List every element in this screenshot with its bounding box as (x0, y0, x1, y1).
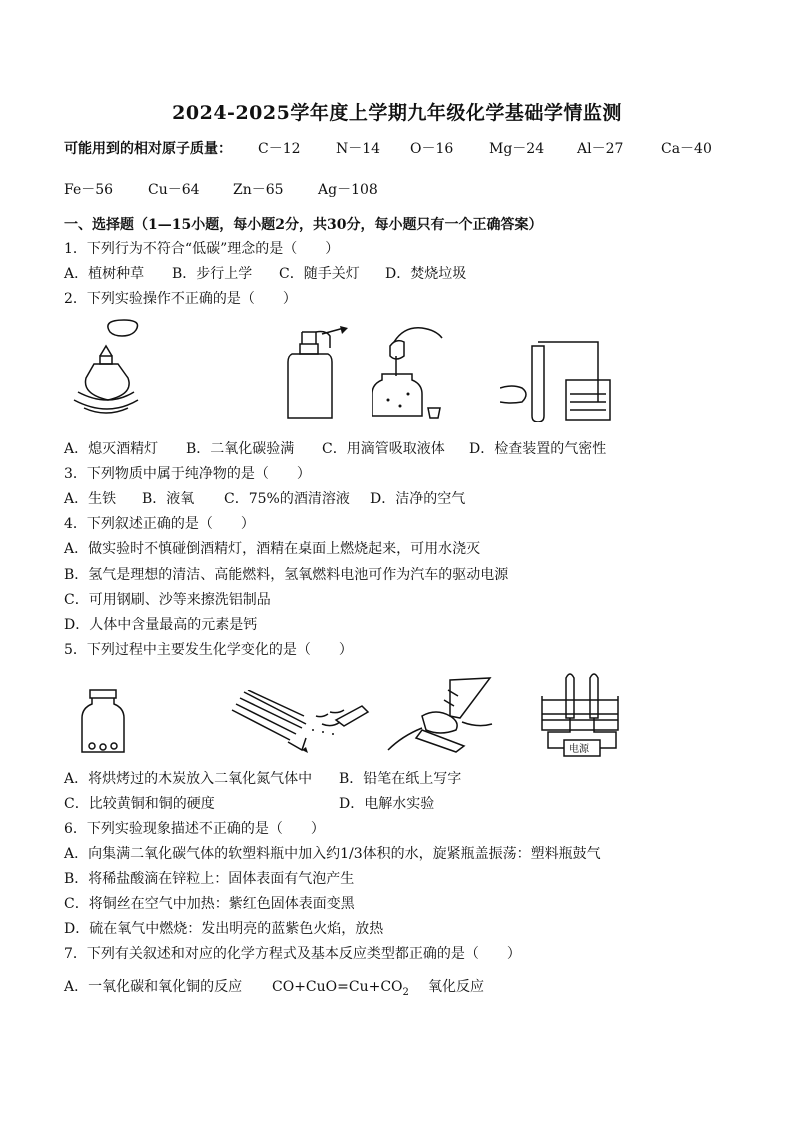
atomic-mass-al: Al－27 (577, 141, 624, 157)
atomic-mass-fe: Fe－56 (64, 182, 114, 198)
question-2-option-a: A．熄灭酒精灯 (64, 441, 159, 457)
atomic-mass-o: O－16 (410, 141, 454, 157)
atomic-mass-ag: Ag－108 (318, 182, 378, 198)
page-title: 2024-2025学年度上学期九年级化学基础学情监测 (172, 102, 622, 124)
question-7-option-a-equation: $CO+CuO=Cu+CO_2$ (272, 979, 409, 998)
electrolysis-power-label: 电源 (569, 744, 589, 755)
question-4-option-b: B．氢气是理想的清洁、高能燃料，氢氧燃料电池可作为汽车的驱动电源 (64, 567, 509, 583)
question-3-option-b: B．液氧 (142, 491, 195, 507)
question-4-stem: 4．下列叙述正确的是（ ） (64, 516, 255, 532)
hardness-scratch-figure (386, 676, 496, 756)
question-5-stem: 5．下列过程中主要发生化学变化的是（ ） (64, 642, 353, 658)
alcohol-lamp-figure (70, 318, 142, 422)
question-6-option-d: D．硫在氧气中燃烧：发出明亮的蓝紫色火焰，放热 (64, 921, 384, 937)
airtightness-check-figure (500, 336, 616, 422)
question-4-option-c: C．可用钢刷、沙等来擦洗铝制品 (64, 592, 271, 608)
dropper-figure (372, 322, 444, 422)
question-2-option-c: C．用滴管吸取液体 (322, 441, 445, 457)
question-6-stem: 6．下列实验现象描述不正确的是（ ） (64, 821, 325, 837)
atomic-mass-mg: Mg－24 (489, 141, 545, 157)
question-2-option-d: D．检查装置的气密性 (469, 441, 607, 457)
atomic-mass-n: N－14 (336, 141, 381, 157)
question-5-option-c: C．比较黄铜和铜的硬度 (64, 796, 215, 812)
question-1-option-c: C．随手关灯 (279, 266, 360, 282)
question-7-option-a-type: 氧化反应 (428, 979, 484, 995)
question-4-option-a: A．做实验时不慎碰倒酒精灯，酒精在桌面上燃烧起来，可用水浇灭 (64, 541, 481, 557)
question-7-stem: 7．下列有关叙述和对应的化学方程式及基本反应类型都正确的是（ ） (64, 946, 521, 962)
question-3-option-c: C．75%的酒清溶液 (224, 491, 350, 507)
pencil-writing-figure (226, 690, 372, 754)
question-6-option-c: C．将铜丝在空气中加热：紫红色固体表面变黑 (64, 896, 355, 912)
question-2-option-b: B．二氧化碳验满 (186, 441, 295, 457)
question-2-stem: 2．下列实验操作不正确的是（ ） (64, 291, 297, 307)
question-1-option-d: D．焚烧垃圾 (385, 266, 467, 282)
atomic-mass-label: 可能用到的相对原子质量： (64, 141, 232, 157)
atomic-mass-ca: Ca－40 (661, 141, 712, 157)
question-1-stem: 1．下列行为不符合“低碳”理念的是（ ） (64, 241, 340, 257)
question-3-option-a: A．生铁 (64, 491, 117, 507)
question-7-option-a-text: A．一氧化碳和氧化铜的反应 (64, 979, 243, 995)
charcoal-bottle-figure (80, 688, 128, 754)
atomic-mass-zn: Zn－65 (233, 182, 284, 198)
question-4-option-d: D．人体中含量最高的元素是钙 (64, 617, 258, 633)
section-heading: 一、选择题（1—15小题，每小题2分，共30分，每小题只有一个正确答案） (64, 217, 543, 233)
question-3-stem: 3．下列物质中属于纯净物的是（ ） (64, 466, 311, 482)
gas-bottle-figure (282, 326, 352, 422)
question-5-option-b: B．铅笔在纸上写字 (339, 771, 462, 787)
question-5-option-d: D．电解水实验 (339, 796, 435, 812)
question-6-option-a: A．向集满二氧化碳气体的软塑料瓶中加入约1/3体积的水，旋紧瓶盖振荡：塑料瓶鼓气 (64, 846, 601, 862)
question-3-option-d: D．洁净的空气 (370, 491, 466, 507)
question-1-option-b: B．步行上学 (172, 266, 253, 282)
atomic-mass-c: C－12 (258, 141, 301, 157)
question-1-option-a: A．植树种草 (64, 266, 145, 282)
atomic-mass-cu: Cu－64 (148, 182, 200, 198)
question-6-option-b: B．将稀盐酸滴在锌粒上：固体表面有气泡产生 (64, 871, 355, 887)
question-5-option-a: A．将烘烤过的木炭放入二氧化氮气体中 (64, 771, 313, 787)
